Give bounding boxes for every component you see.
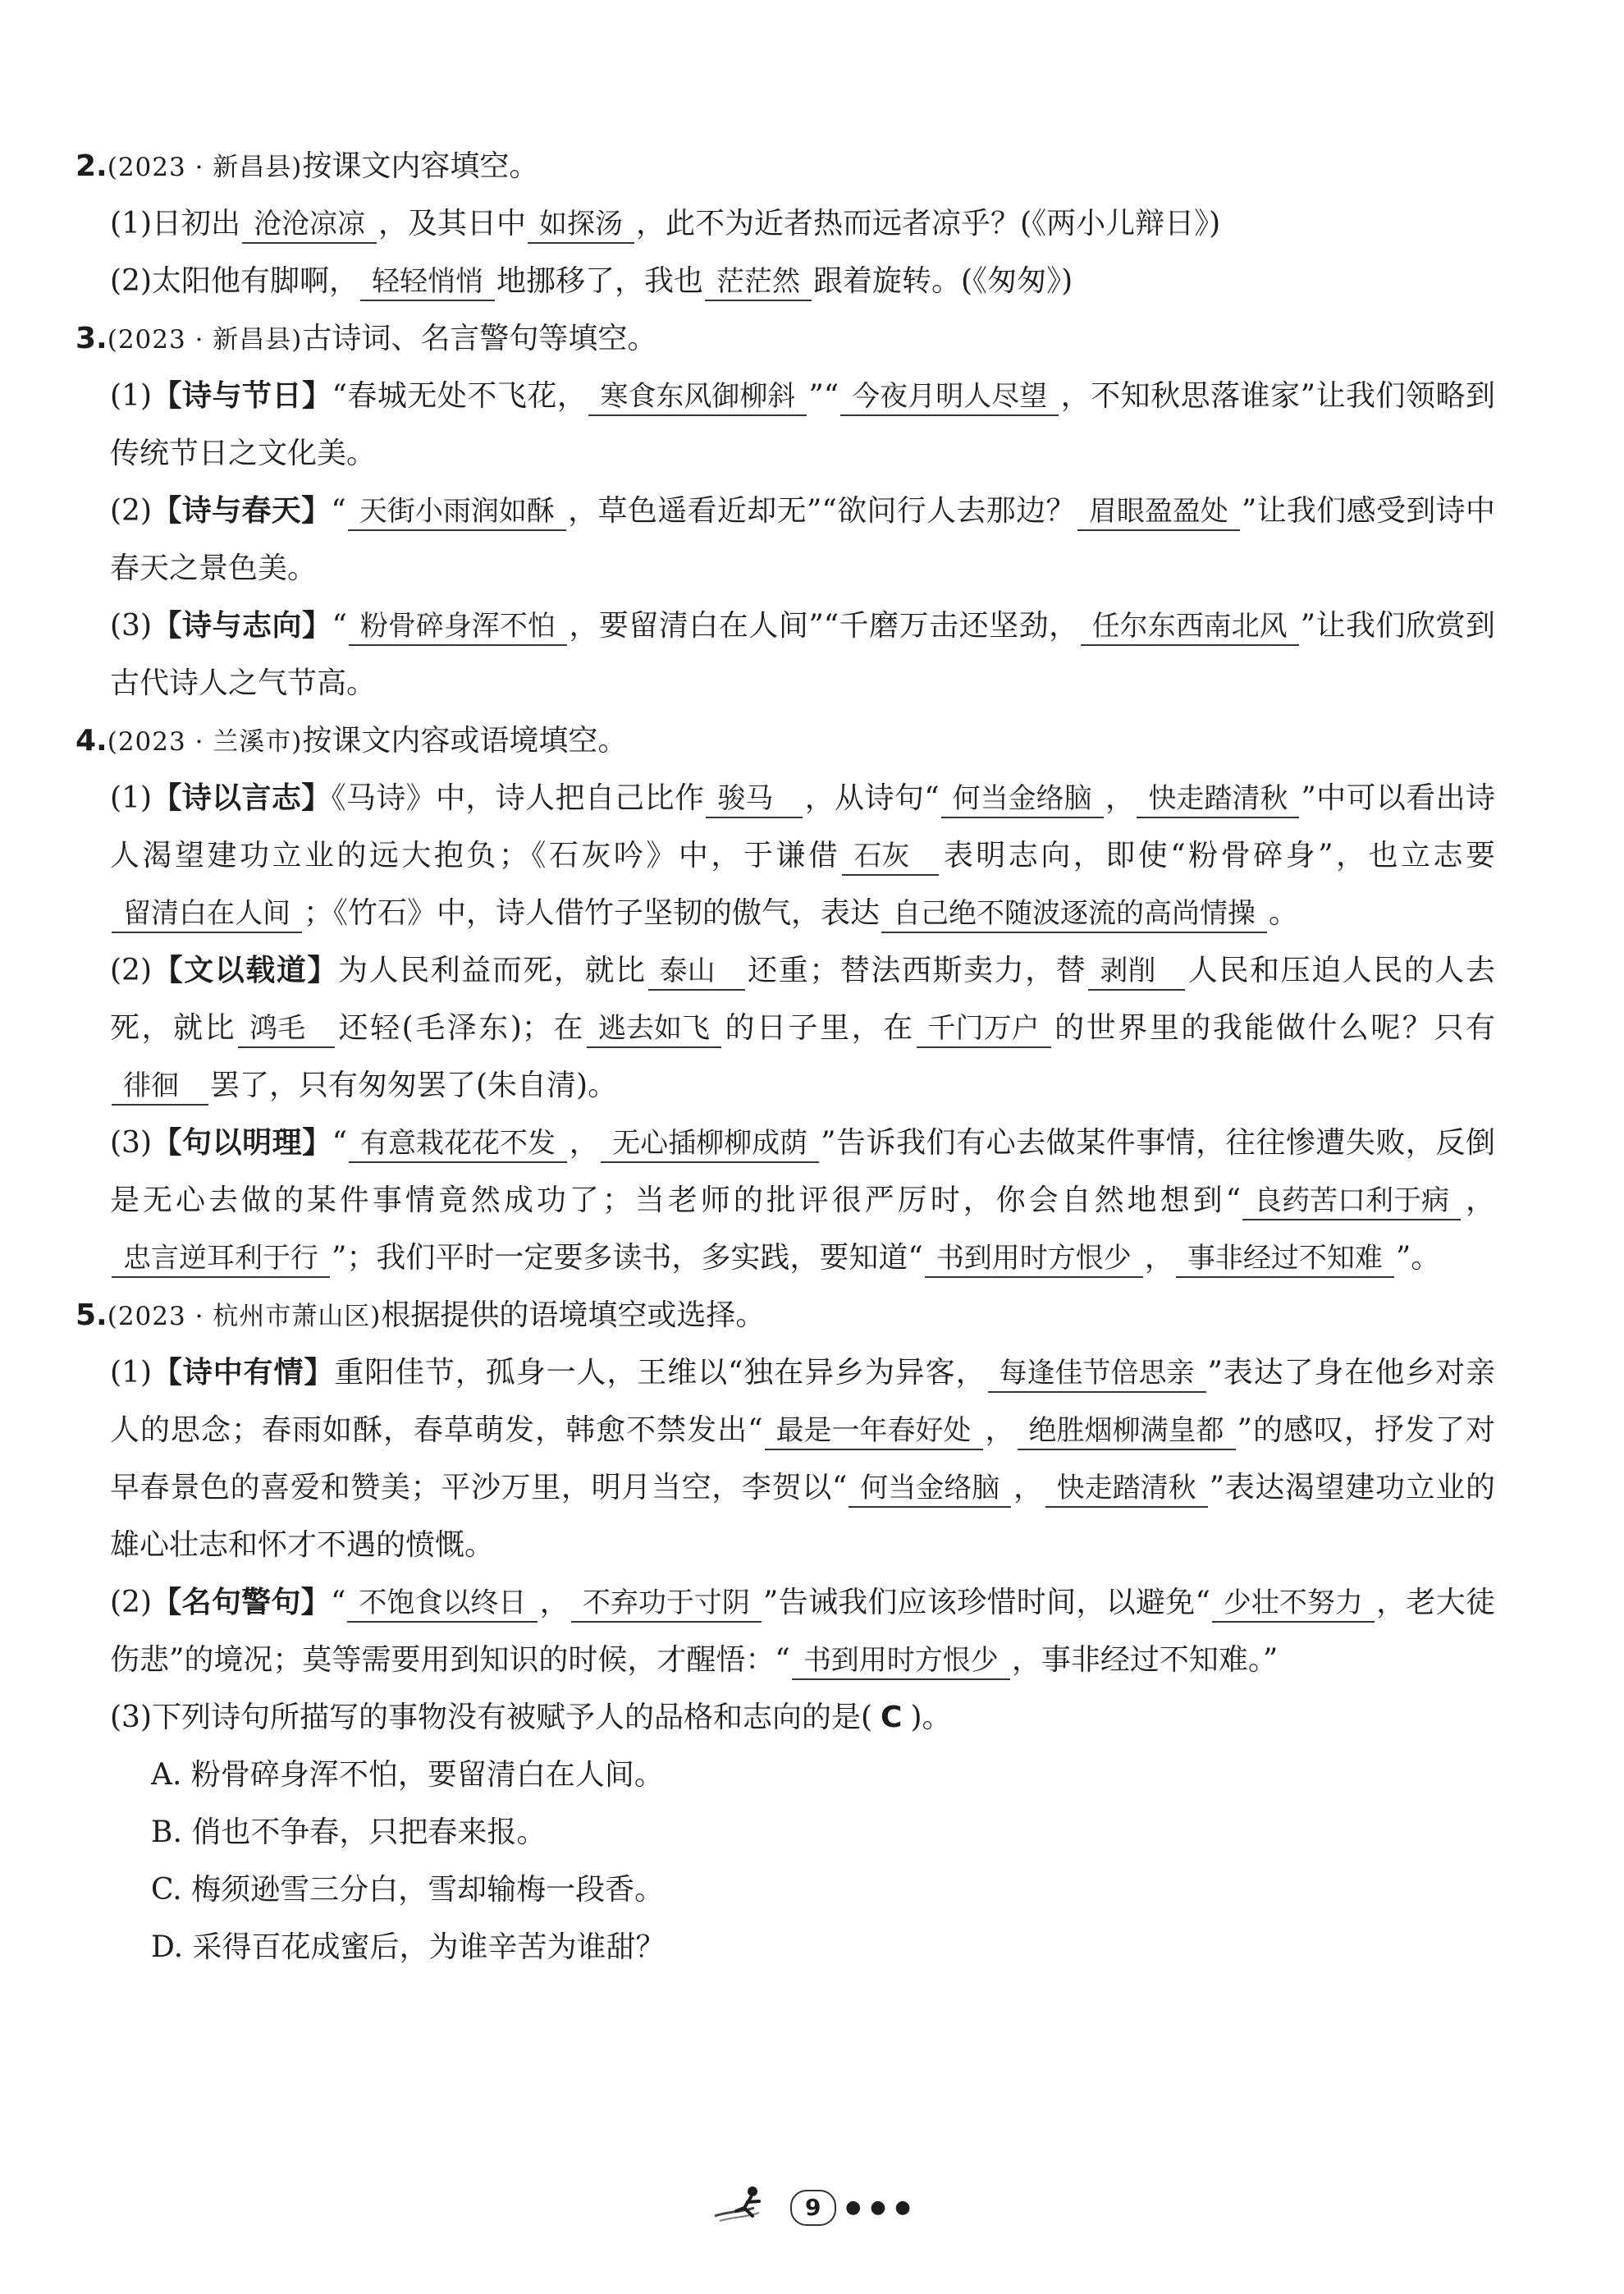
text: ”表达了身在他乡对亲人的思念；春雨如酥，春草萌发，韩愈不禁发出“ xyxy=(110,1356,1495,1447)
text: ， xyxy=(539,1586,570,1619)
answer-blank: 不弃功于寸阴 xyxy=(571,1585,762,1623)
question-4-part-3 xyxy=(110,1115,1495,1287)
topic-tag: 【句以明理】 xyxy=(152,1126,332,1160)
text: 重阳佳节，孤身一人，王维以“独在异乡为异客， xyxy=(334,1356,986,1390)
question-2-heading xyxy=(75,138,1495,195)
question-5-heading xyxy=(75,1287,1495,1344)
question-2-part-1 xyxy=(110,195,1495,253)
answer-blank: 快走踏清秋 xyxy=(1137,781,1299,818)
question-4-heading xyxy=(75,712,1495,770)
question-source: (2023 · 兰溪市) xyxy=(107,727,303,757)
answer-blank: 每逢佳节倍思亲 xyxy=(988,1355,1206,1393)
text: ， xyxy=(1105,781,1136,815)
answer-blank: 徘徊 xyxy=(112,1068,208,1106)
question-5-part-3 xyxy=(110,1689,1495,1747)
text: 下列诗句所描写的事物没有被赋予人的品格和志向的是( xyxy=(152,1701,873,1734)
text: ”；我们平时一定要多读书，多实践，要知道“ xyxy=(332,1241,923,1275)
question-source: (2023 · 新昌县) xyxy=(107,153,303,182)
text: 。 xyxy=(1269,896,1299,930)
answer-blank: 何当金络脑 xyxy=(849,1470,1011,1508)
part-label: (3) xyxy=(110,1701,152,1734)
text: ，草色遥看近却无”“欲问行人去那边？ xyxy=(567,494,1076,528)
answer-blank: 石灰 xyxy=(842,838,939,876)
question-2 xyxy=(75,138,1495,310)
answer-blank: 鸿毛 xyxy=(238,1010,335,1048)
question-3 xyxy=(75,310,1495,712)
text: 的世界里的我能做什么呢？只有 xyxy=(1052,1011,1495,1045)
answer-blank: 不饱食以终日 xyxy=(347,1585,538,1623)
answer-blank: 忠言逆耳利于行 xyxy=(112,1240,330,1278)
answer-blank: 眉眼盈盈处 xyxy=(1077,493,1240,531)
answer-blank: 茫茫然 xyxy=(705,263,812,301)
question-number: 2. xyxy=(75,149,108,183)
question-3-heading xyxy=(75,310,1495,368)
part-label: (2) xyxy=(110,494,152,528)
part-label: (2) xyxy=(110,264,152,298)
text: 还重；替法西斯卖力，替 xyxy=(746,954,1087,987)
question-4 xyxy=(75,712,1495,1287)
text: “ xyxy=(330,1586,346,1619)
answer-blank: 无心插柳柳成荫 xyxy=(601,1125,819,1163)
answer-blank: 天街小雨润如酥 xyxy=(348,493,566,531)
text: “ xyxy=(331,494,346,528)
topic-tag: 【诗中有情】 xyxy=(152,1356,335,1390)
text: ”告诫我们应该珍惜时间，以避免“ xyxy=(762,1586,1210,1619)
topic-tag: 【诗与志向】 xyxy=(152,609,332,643)
answer-blank: 寒食东风御柳斜 xyxy=(588,378,807,416)
text: 《马诗》中，诗人把自己比作 xyxy=(331,781,705,815)
question-2-part-2 xyxy=(110,253,1495,310)
text: 跟着旋转。(《匆匆》) xyxy=(813,264,1073,298)
text: )。 xyxy=(910,1701,952,1734)
answer-blank: 最是一年春好处 xyxy=(765,1413,983,1450)
text: ”告诉我们有心去做某件事情，往往惨遭失败，反倒是无心去做的某件事情竟然成功了；当老师的批评很严厉时，你会自然地想到“ xyxy=(110,1126,1495,1217)
answer-blank: 绝胜烟柳满皇都 xyxy=(1018,1413,1236,1450)
text: ， xyxy=(1144,1241,1174,1275)
topic-tag: 【诗与节日】 xyxy=(152,379,332,413)
text: 地挪移了，我也 xyxy=(496,264,704,298)
topic-tag: 【名句警句】 xyxy=(152,1586,331,1619)
answer-blank: 千门万户 xyxy=(917,1010,1051,1048)
answer-blank: 书到用时方恨少 xyxy=(792,1642,1010,1680)
question-5-part-1 xyxy=(110,1344,1495,1574)
text: 为人民利益而死，就比 xyxy=(337,954,647,987)
answer-blank: 任尔东西南北风 xyxy=(1081,608,1299,646)
text: ”中可以看出诗人渴望建功立业的远大抱负；《石灰吟》中，于谦借 xyxy=(110,781,1495,872)
part-label: (3) xyxy=(110,1126,152,1160)
text: ，从诗句“ xyxy=(804,781,940,815)
question-number: 3. xyxy=(75,322,108,355)
question-4-part-2 xyxy=(110,942,1495,1115)
text: ， xyxy=(569,1126,600,1160)
answer-blank: 骏马 xyxy=(706,781,803,818)
answer-blank: 少壮不努力 xyxy=(1212,1585,1375,1623)
part-label: (2) xyxy=(110,1586,152,1619)
answer-blank: 事非经过不知难 xyxy=(1176,1240,1394,1278)
topic-tag: 【诗与春天】 xyxy=(152,494,332,528)
content xyxy=(75,138,1495,1976)
question-number: 4. xyxy=(75,724,108,758)
option-d: D. 采得百花成蜜后，为谁辛苦为谁甜？ xyxy=(151,1930,666,1964)
question-number: 5. xyxy=(75,1298,108,1332)
topic-tag: 【文以载道】 xyxy=(152,954,338,987)
answer-blank: 有意栽花花不发 xyxy=(349,1125,567,1163)
text: ”“ xyxy=(808,379,839,413)
question-3-part-3 xyxy=(110,598,1495,712)
text: ， xyxy=(984,1413,1016,1447)
text: ”。 xyxy=(1395,1241,1441,1275)
text: ，此不为近者热而远者凉乎？(《两小儿辩日》) xyxy=(636,207,1221,240)
choice-answer: C xyxy=(881,1701,903,1734)
question-5-part-2 xyxy=(110,1574,1495,1689)
option-a: A. 粉骨碎身浑不怕，要留清白在人间。 xyxy=(151,1758,664,1792)
answer-blank: 如探汤 xyxy=(528,206,634,244)
text: 的日子里，在 xyxy=(722,1011,915,1045)
text: ， xyxy=(1013,1471,1044,1504)
answer-blank: 逃去如飞 xyxy=(587,1010,721,1048)
page-number: 9 xyxy=(790,2190,836,2226)
text: ”的感叹，抒发了对早春景色的喜爱和赞美；平沙万里，明月当空，李贺以“ xyxy=(110,1413,1495,1504)
text: “ xyxy=(332,1126,348,1160)
question-source: (2023 · 新昌县) xyxy=(107,325,303,355)
option-c: C. 梅须逊雪三分白，雪却输梅一段香。 xyxy=(151,1873,665,1907)
text: 还轻(毛泽东)；在 xyxy=(336,1011,585,1045)
text: 太阳他有脚啊， xyxy=(152,264,359,298)
answer-blank: 留清白在人间 xyxy=(112,895,302,933)
question-instruction: 古诗词、名言警句等填空。 xyxy=(302,322,657,355)
part-label: (1) xyxy=(110,207,152,240)
answer-blank: 良药苦口利于病 xyxy=(1242,1183,1461,1220)
text: ，及其日中 xyxy=(378,207,527,240)
answer-blank: 剥削 xyxy=(1088,953,1185,991)
question-3-part-2 xyxy=(110,483,1495,598)
text: ”表达渴望建功立业的雄心壮志和怀才不遇的愤慨。 xyxy=(110,1471,1495,1562)
answer-blank: 泰山 xyxy=(648,953,745,991)
text: 日初出 xyxy=(152,207,241,240)
text: ”让我们感受到诗中春天之景色美。 xyxy=(110,494,1496,585)
text: ， xyxy=(1462,1184,1495,1217)
question-instruction: 按课文内容或语境填空。 xyxy=(302,724,628,758)
part-label: (1) xyxy=(110,379,152,413)
text: “ xyxy=(332,609,347,643)
part-label: (1) xyxy=(110,1356,152,1390)
text: 表明志向，即使“粉骨碎身”，也立志要 xyxy=(940,839,1495,872)
answer-blank: 何当金络脑 xyxy=(941,781,1104,818)
text: “春城无处不飞花， xyxy=(332,379,588,413)
text: ，要留清白在人间”“千磨万击还坚劲， xyxy=(568,609,1079,643)
question-instruction: 按课文内容填空。 xyxy=(302,149,539,183)
question-4-part-1 xyxy=(110,770,1495,942)
text: 罢了，只有匆匆罢了(朱自清)。 xyxy=(210,1069,618,1102)
part-label: (3) xyxy=(110,609,152,643)
text: ”让我们欣赏到古代诗人之气节高。 xyxy=(110,609,1495,700)
question-instruction: 根据提供的语境填空或选择。 xyxy=(381,1298,766,1332)
runner-logo-icon xyxy=(711,2183,777,2232)
answer-blank: 轻轻悄悄 xyxy=(360,263,495,301)
question-5 xyxy=(75,1287,1495,1976)
answer-blank: 粉骨碎身浑不怕 xyxy=(349,608,567,646)
page-footer xyxy=(0,2183,1624,2232)
text: ，不知秋思落谁家”让我们领略到传统节日之文化美。 xyxy=(110,379,1495,470)
text: ，事非经过不知难。” xyxy=(1011,1643,1279,1677)
answer-blank: 今夜月明人尽望 xyxy=(840,378,1059,416)
decorative-dots: ● ● ● xyxy=(845,2197,913,2218)
text: ，老大徒伤悲”的境况；莫等需要用到知识的时候，才醒悟：“ xyxy=(110,1586,1495,1677)
topic-tag: 【诗以言志】 xyxy=(152,781,332,815)
answer-blank: 快走踏清秋 xyxy=(1045,1470,1208,1508)
text: ；《竹石》中，诗人借竹子坚韧的傲气，表达 xyxy=(304,896,881,930)
question-3-part-1 xyxy=(110,368,1495,483)
answer-blank: 沧沧凉凉 xyxy=(242,206,377,244)
part-label: (2) xyxy=(110,954,152,987)
answer-blank: 自己绝不随波逐流的高尚情操 xyxy=(881,895,1267,933)
question-source: (2023 · 杭州市萧山区) xyxy=(107,1302,382,1331)
answer-blank: 书到用时方恨少 xyxy=(925,1240,1143,1278)
option-b: B. 俏也不争春，只把春来报。 xyxy=(151,1816,547,1849)
text: 人民和压迫人民的人去死，就比 xyxy=(110,954,1495,1045)
part-label: (1) xyxy=(110,781,152,815)
